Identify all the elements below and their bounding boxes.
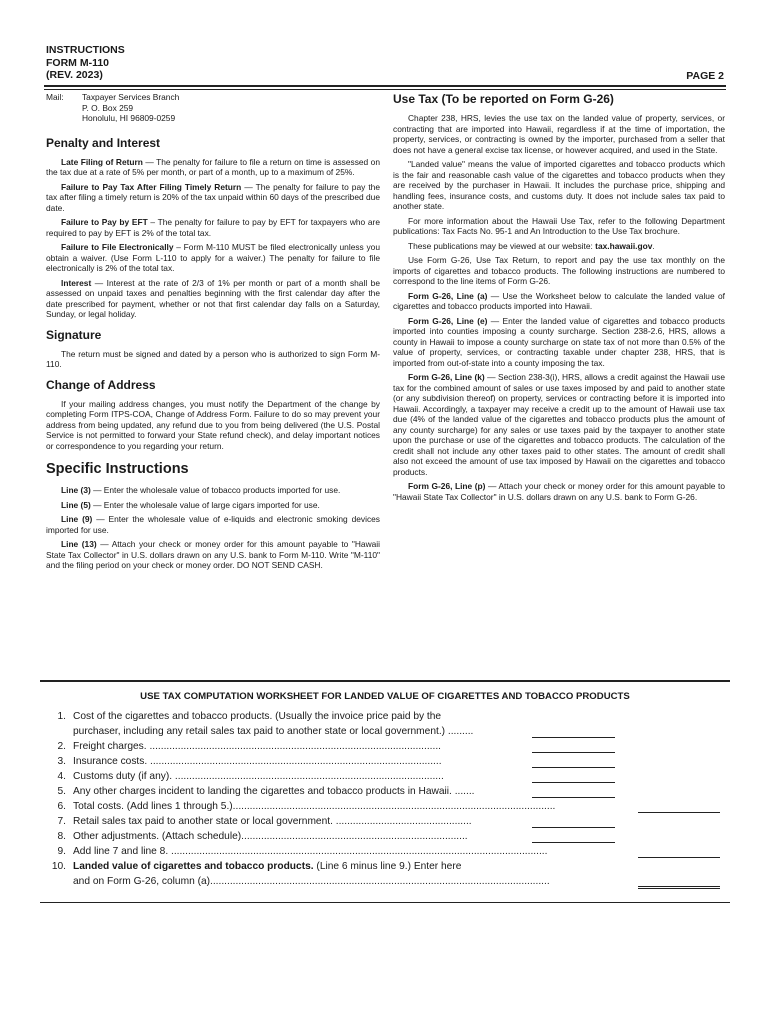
use-tax-para-5: Use Form G-26, Use Tax Return, to report and pay the use tax monthly on the imports of cigarettes and tobacco products. The following instructions are numbered to correspond to the line items of Form G-26.	[393, 255, 725, 286]
line-2-entry-field[interactable]	[532, 752, 615, 753]
header-form-number: FORM M-110	[46, 56, 110, 69]
left-column	[46, 92, 380, 575]
form-header	[46, 44, 125, 82]
line-9-instruction: Line (9) — Enter the wholesale value of e-liquids and electronic smoking devices imported for use.	[46, 514, 380, 535]
line-5-entry-field[interactable]	[532, 797, 615, 798]
signature-text: The return must be signed and dated by a person who is authorized to sign Form M-110.	[46, 348, 380, 369]
mail-label: Mail:	[46, 92, 64, 102]
worksheet-line-4: 4. Customs duty (if any). ...............................................................................................	[40, 769, 730, 784]
line-7-entry-field[interactable]	[532, 827, 615, 828]
worksheet-line-3: 3. Insurance costs. .......................................................................................................	[40, 754, 730, 769]
penalty-electronic: Failure to File Electronically – Form M-110 MUST be filed electronically unless you obtain a waiver. (Use Form L-110 to apply for a waiver.) The penalty for failure to file electronically is 2% of the total tax.	[46, 242, 380, 273]
worksheet-line-6: 6. Total costs. (Add lines 1 through 5.)..................................................................................................................	[40, 799, 730, 814]
right-column	[393, 92, 725, 506]
address-text: If your mailing address changes, you must notify the Department of the change by completing Form ITPS-COA, Change of Address Form. Failure to do so may prevent your address from being updated, any refund due to you from being delivered (the U.S. Postal Service is not permitted to forward your State refund check), and delay important notices or correspondence to you regarding your return.	[46, 398, 380, 451]
line-8-entry-field[interactable]	[532, 842, 615, 843]
worksheet-line-2: 2. Freight charges. .......................................................................................................	[40, 739, 730, 754]
worksheet-lines	[40, 709, 730, 889]
worksheet-line-5: 5. Any other charges incident to landing the cigarettes and tobacco products in Hawaii. .......	[40, 784, 730, 799]
signature-heading: Signature	[46, 327, 102, 342]
g26-line-p: Form G-26, Line (p) — Attach your check or money order for this amount payable to "Hawaii State Tax Collector" in U.S. dollars drawn on any U.S. bank to Form G-26.	[393, 481, 725, 502]
mail-address-block	[46, 92, 380, 124]
page-number: PAGE 2	[686, 70, 724, 82]
g26-line-e: Form G-26, Line (e) — Enter the landed value of cigarettes and tobacco products imported into counties imposing a county surcharge. Section 238-2.6, HRS, allows a county in Hawaii to impose a county surcharge on state tax of not more than 0.5% of the value of property, services, or contracting taxable under chapter 238, HRS, that is imported from out-of-state into a county imposing the tax.	[393, 315, 725, 368]
mail-lines	[82, 92, 179, 124]
use-tax-para-1: Chapter 238, HRS, levies the use tax on the landed value of property, services, or contracting that are imported into Hawaii, regardless if at the time of importation, the property, services, or contracting is owned by the importer, purchased from a seller that does not have a general excise tax license, or however acquired, and used in the State.	[393, 113, 725, 155]
line-1-entry-field[interactable]	[532, 737, 615, 738]
line-3-entry-field[interactable]	[532, 767, 615, 768]
line-10-entry-field[interactable]	[638, 886, 720, 889]
g26-line-k: Form G-26, Line (k) — Section 238-3(i), HRS, allows a credit against the Hawaii use tax for the combined amount of sales or use taxes imposed by and paid to another state (or any subdivision thereof) on property, services or contracting before it is imported into Hawaii. Accordingly, a taxpayer may receive a credit up to the amount of Hawaii use tax due (4% of the landed value of the cigarettes and tobacco products plus the amount of any county surcharge) for any sales or use taxes paid by the taxpayer to another state upon the purchase or use of the cigarettes and tobacco products. The calculation of the credit shall not include any other taxes paid to other states. The amount of credit shall also not exceed the amount of use tax imposed by Hawaii on the cigarettes and tobacco products.	[393, 372, 725, 477]
use-tax-heading: Use Tax (To be reported on Form G-26)	[393, 92, 614, 106]
specific-instructions-heading: Specific Instructions	[46, 461, 189, 477]
worksheet-line-1-cont: purchaser, including any retail sales tax paid to another state or local government.) .........	[40, 724, 730, 739]
line-9-entry-field[interactable]	[638, 857, 720, 858]
penalty-heading: Penalty and Interest	[46, 135, 161, 150]
line-5-instruction: Line (5) — Enter the wholesale value of large cigars imported for use.	[61, 499, 320, 510]
header-instructions: INSTRUCTIONS	[46, 44, 125, 56]
worksheet-line-7: 7. Retail sales tax paid to another state or local government. ................................................	[40, 814, 730, 829]
website-link[interactable]: tax.hawaii.gov	[595, 240, 653, 251]
penalty-late-filing: Late Filing of Return — The penalty for failure to file a return on time is assessed on the tax due at a rate of 5% per month, or part of a month, up to a maximum of 25%.	[46, 156, 380, 177]
worksheet-line-9: 9. Add line 7 and line 8. .....................................................................................................................................	[40, 844, 730, 859]
use-tax-worksheet	[40, 680, 730, 903]
line-3-instruction: Line (3) — Enter the wholesale value of tobacco products imported for use.	[61, 485, 341, 495]
header-revision: (REV. 2023)	[46, 69, 103, 81]
worksheet-line-10: 10. Landed value of cigarettes and tobacco products. (Line 6 minus line 9.) Enter here	[51, 861, 462, 872]
mail-line: Honolulu, HI 96809-0259	[82, 113, 176, 123]
use-tax-para-3: For more information about the Hawaii Use Tax, refer to the following Department publications: Tax Facts No. 95-1 and An Introduction to the Use Tax brochure.	[393, 215, 725, 236]
penalty-eft: Failure to Pay by EFT – The penalty for failure to pay by EFT for taxpayers who are required to pay by EFT is 2% of the total tax.	[46, 217, 381, 238]
penalty-interest: Interest — Interest at the rate of 2/3 of 1% per month or part of a month shall be assessed on unpaid taxes and penalties beginning with the first calendar day after the date prescribed for payment, whether or not that first calendar day falls on a Saturday, Sunday, or legal holiday.	[46, 277, 380, 319]
header-rule-thick	[44, 85, 726, 87]
mail-line: P. O. Box 259	[82, 102, 134, 113]
mail-line: Taxpayer Services Branch	[82, 92, 180, 102]
line-6-entry-field[interactable]	[638, 812, 720, 813]
penalty-failure-to-pay: Failure to Pay Tax After Filing Timely Return — The penalty for failure to pay the tax after filing a timely return is 20% of the tax unpaid within 60 days of the prescribed due date.	[46, 181, 380, 213]
worksheet-line-1: 1. Cost of the cigarettes and tobacco products. (Usually the invoice price paid by the	[57, 711, 442, 722]
use-tax-para-2: "Landed value" means the value of imported cigarettes and tobacco products which is the fair and reasonable cash value of the cigarettes and tobacco products when they are received by the purchaser in Hawaii. It includes the purchase price, shipping and handling fees, insurance costs, and customs duty. It does not include sales tax paid to another state.	[393, 159, 725, 211]
g26-line-a: Form G-26, Line (a) — Use the Worksheet below to calculate the landed value of cigarettes and tobacco products imported into Hawaii.	[393, 290, 725, 311]
worksheet-line-10-cont: and on Form G-26, column (a)........................................................................................................................	[40, 874, 730, 889]
worksheet-line-8: 8. Other adjustments. (Attach schedule)................................................................................	[40, 829, 730, 844]
line-4-entry-field[interactable]	[532, 782, 615, 783]
address-heading: Change of Address	[46, 377, 156, 392]
use-tax-para-4: These publications may be viewed at our website: tax.hawaii.gov.	[408, 240, 655, 251]
line-13-instruction: Line (13) — Attach your check or money order for this amount payable to "Hawaii State Tax Collector" in U.S. dollars drawn on any U.S. bank to Form M-110. Write "M-110" and the filing period on your check or money order. DO NOT SEND CASH.	[46, 539, 380, 570]
header-rule-thin	[44, 89, 726, 90]
worksheet-title: USE TAX COMPUTATION WORKSHEET FOR LANDED VALUE OF CIGARETTES AND TOBACCO PRODUCTS	[140, 691, 630, 702]
